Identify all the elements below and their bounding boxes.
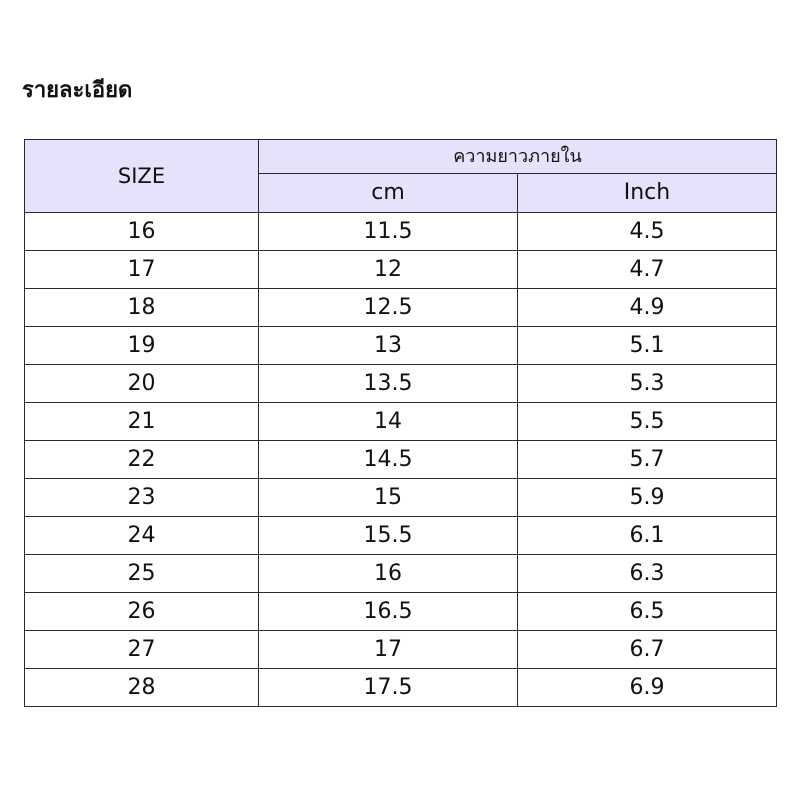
inch-cell: 6.1 — [518, 517, 777, 555]
page-title: รายละเอียด — [22, 78, 133, 103]
inch-cell: 5.3 — [518, 365, 777, 403]
header-row-top — [25, 140, 777, 174]
table-row — [25, 669, 777, 707]
cm-cell: 12 — [259, 251, 518, 289]
size-column-header: SIZE — [25, 140, 259, 213]
inch-cell: 6.3 — [518, 555, 777, 593]
size-cell: 16 — [25, 213, 259, 251]
inner-length-group-header: ความยาวภายใน — [259, 140, 777, 174]
inch-cell: 5.9 — [518, 479, 777, 517]
inch-cell: 5.7 — [518, 441, 777, 479]
table-body — [25, 213, 777, 707]
cm-column-header: cm — [259, 174, 518, 213]
table-row — [25, 289, 777, 327]
inch-cell: 4.5 — [518, 213, 777, 251]
inch-cell: 6.7 — [518, 631, 777, 669]
table-row — [25, 479, 777, 517]
cm-cell: 16 — [259, 555, 518, 593]
size-cell: 17 — [25, 251, 259, 289]
inch-cell: 5.1 — [518, 327, 777, 365]
table-row — [25, 365, 777, 403]
table-row — [25, 213, 777, 251]
table-row — [25, 441, 777, 479]
size-cell: 21 — [25, 403, 259, 441]
table-row — [25, 631, 777, 669]
inch-cell: 4.7 — [518, 251, 777, 289]
cm-cell: 13.5 — [259, 365, 518, 403]
size-chart-table — [24, 139, 777, 707]
table-row — [25, 403, 777, 441]
table-row — [25, 593, 777, 631]
cm-cell: 15 — [259, 479, 518, 517]
table-row — [25, 517, 777, 555]
size-cell: 28 — [25, 669, 259, 707]
size-cell: 26 — [25, 593, 259, 631]
size-cell: 19 — [25, 327, 259, 365]
inch-column-header: Inch — [518, 174, 777, 213]
table-row — [25, 327, 777, 365]
size-cell: 18 — [25, 289, 259, 327]
inch-cell: 4.9 — [518, 289, 777, 327]
size-cell: 20 — [25, 365, 259, 403]
inch-cell: 6.5 — [518, 593, 777, 631]
cm-cell: 15.5 — [259, 517, 518, 555]
inch-cell: 6.9 — [518, 669, 777, 707]
cm-cell: 14.5 — [259, 441, 518, 479]
cm-cell: 17.5 — [259, 669, 518, 707]
table-row — [25, 555, 777, 593]
cm-cell: 13 — [259, 327, 518, 365]
cm-cell: 12.5 — [259, 289, 518, 327]
inch-cell: 5.5 — [518, 403, 777, 441]
table-header — [25, 140, 777, 213]
cm-cell: 11.5 — [259, 213, 518, 251]
size-cell: 23 — [25, 479, 259, 517]
cm-cell: 14 — [259, 403, 518, 441]
cm-cell: 17 — [259, 631, 518, 669]
cm-cell: 16.5 — [259, 593, 518, 631]
size-cell: 22 — [25, 441, 259, 479]
table-row — [25, 251, 777, 289]
size-cell: 25 — [25, 555, 259, 593]
size-cell: 24 — [25, 517, 259, 555]
size-cell: 27 — [25, 631, 259, 669]
